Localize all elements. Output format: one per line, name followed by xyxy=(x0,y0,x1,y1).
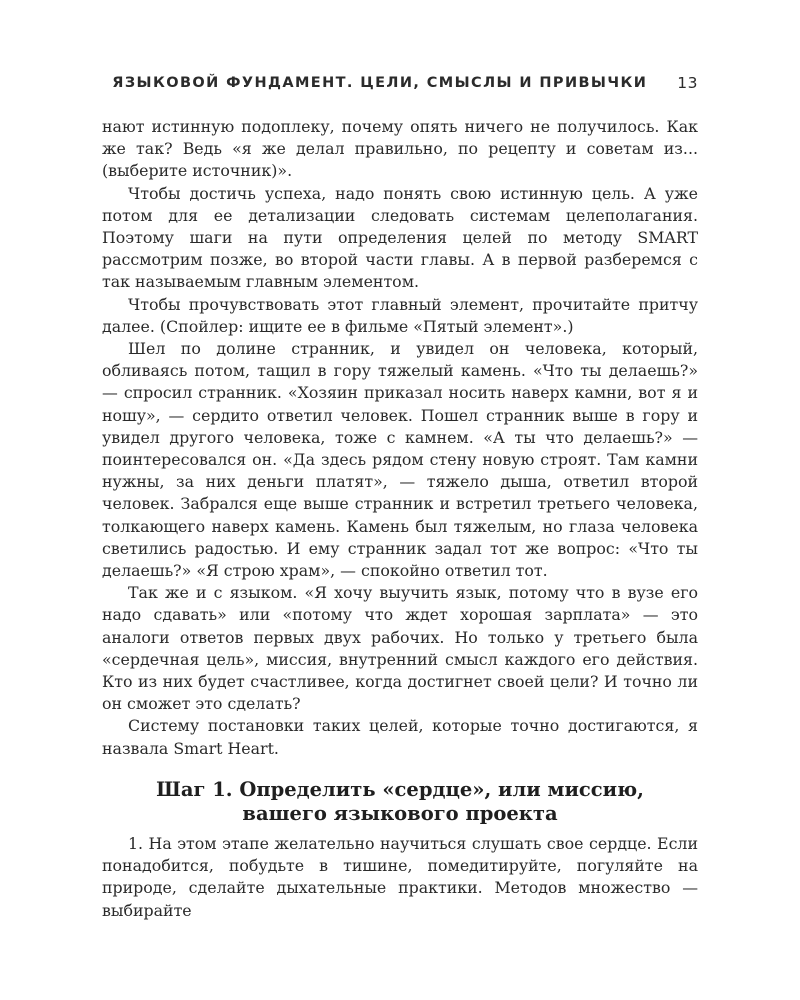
step-item-1: 1. На этом этапе желательно научиться слушать свое сердце. Если понадобится, побудьте в тишине, помедитируйте, погуляйте на природе, сделайте дыхательные практики. Методов множество — выбирайте xyxy=(102,834,698,920)
body-text xyxy=(102,116,698,760)
paragraph-continuation: нают истинную подоплеку, почему опять ничего не получилось. Как же так? Ведь «я же делал правильно, по рецепту и советам из... (выберите источник)». xyxy=(102,117,698,181)
running-head xyxy=(0,72,698,94)
section-heading-line-1: Шаг 1. Определить «сердце», или миссию, xyxy=(156,778,644,801)
step-list xyxy=(102,833,698,922)
page-number: 13 xyxy=(677,74,698,92)
paragraph-language-analogy: Так же и с языком. «Я хочу выучить язык, потому что в вузе его надо сдавать» или «потому что ждет хорошая зарплата» — это аналоги ответов первых двух рабочих. Но только у третьего была «сердечная цель», миссия, внутренний смысл каждого его действия. Кто из них будет счастливее, когда достигнет своей цели? И точно ли он сможет это сделать? xyxy=(102,583,698,714)
running-head-title: ЯЗЫКОВОЙ ФУНДАМЕНТ. ЦЕЛИ, СМЫСЛЫ И ПРИВЫЧКИ xyxy=(112,75,648,91)
paragraph-smart-heart: Систему постановки таких целей, которые точно достигаются, я назвала Smart Heart. xyxy=(102,716,698,758)
paragraph-parable: Шел по долине странник, и увидел он человека, который, обливаясь потом, тащил в гору тяжелый камень. «Что ты делаешь?» — спросил странник. «Хозяин приказал носить наверх камни, вот я и ношу», — сердито ответил человек. Пошел странник выше в гору и увидел другого человека, тоже с камнем. «А ты что делаешь?» — поинтересовался он. «Да здесь рядом стену новую строят. Там камни нужны, за них деньги платят», — тяжело дыша, ответил второй человек. Забрался еще выше странник и встретил третьего человека, толкающего наверх камень. Камень был тяжелым, но глаза человека светились радостью. И ему странник задал тот же вопрос: «Что ты делаешь?» «Я строю храм», — спокойно ответил тот. xyxy=(102,339,698,581)
paragraph-parable-intro: Чтобы прочувствовать этот главный элемент, прочитайте притчу далее. (Спойлер: ищите ее в фильме «Пятый элемент».) xyxy=(102,294,698,336)
section-heading-line-2: вашего языкового проекта xyxy=(242,802,558,825)
paragraph-true-goal: Чтобы достичь успеха, надо понять свою истинную цель. А уже потом для ее детализации следовать системам целеполагания. Поэтому шаги на пути определения целей по методу SMART рассмотрим позже, во второй части главы. А в первой разберемся с так называемым главным элементом. xyxy=(102,183,698,292)
section-heading xyxy=(102,778,698,826)
